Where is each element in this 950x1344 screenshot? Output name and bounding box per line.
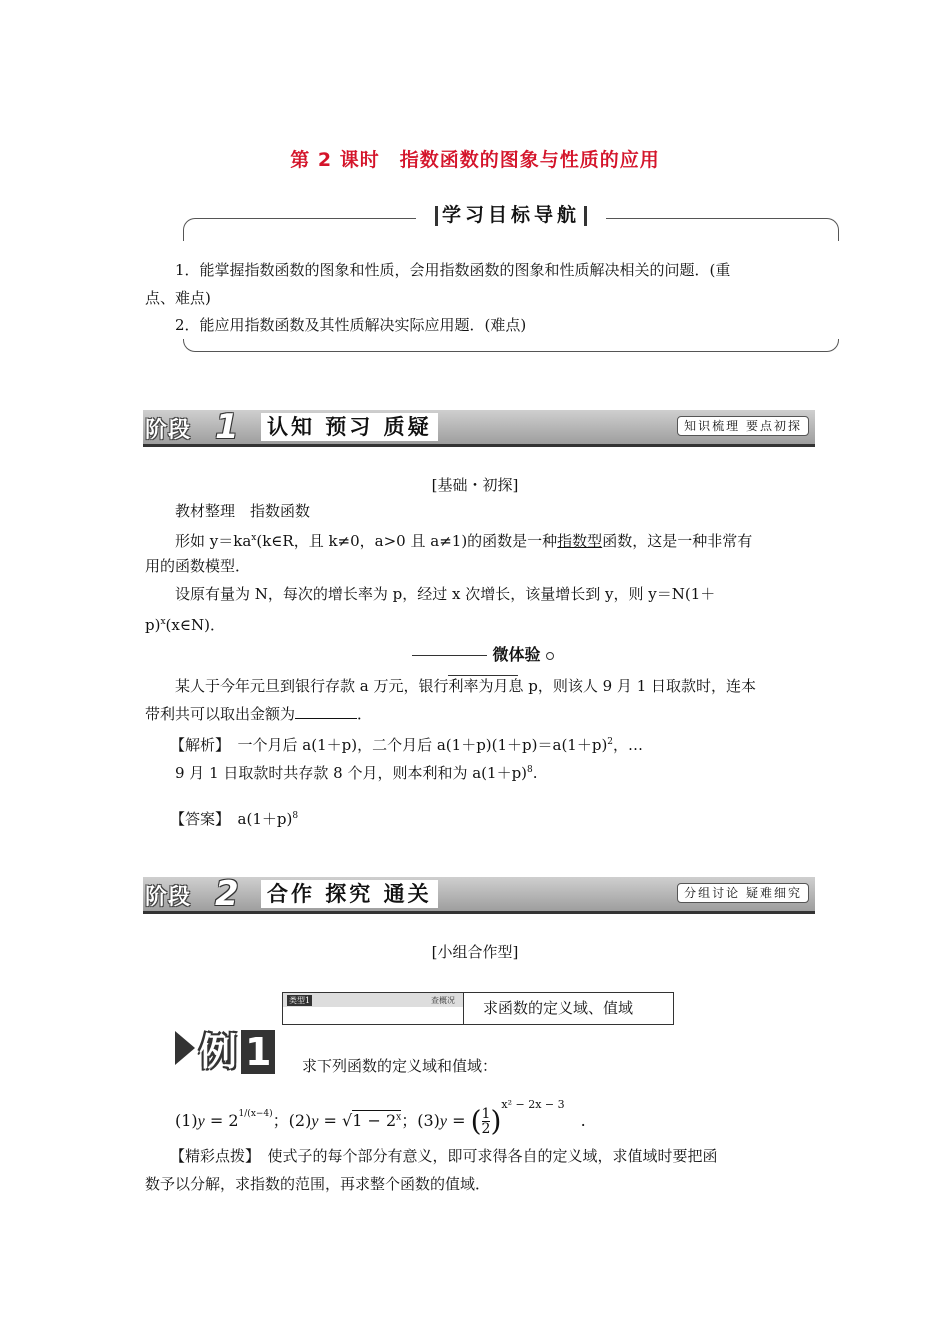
stage1-banner bbox=[143, 407, 815, 447]
answer-text: a(1＋p) bbox=[237, 810, 293, 828]
objective-1: 1．能掌握指数函数的图象和性质，会用指数函数的图象和性质解决相关的问题．(重 bbox=[175, 261, 731, 279]
example-formula: $(1)y = 2^{1/(x-4)}$；$(2)y = √1 - 2^x$；(3)y = ( $\frac{1}{2}$ )$^{x^2 - 2x - 3}$ . bbox=[175, 1098, 586, 1138]
analysis-tail: ，… bbox=[613, 736, 644, 754]
example-number: 1 bbox=[241, 1030, 275, 1074]
stage1-name: 认知 预习 质疑 bbox=[261, 413, 438, 441]
stage2-name: 合作 探究 通关 bbox=[261, 880, 438, 908]
analysis-2: 9 月 1 日取款时共存款 8 个月，则本利和为 $a(1+p)^8$. bbox=[175, 764, 538, 782]
stage2-tag: 分组讨论 疑难细究 bbox=[677, 883, 809, 903]
p2-c: (x∈N)． bbox=[165, 616, 225, 634]
stage2-number: 2 bbox=[215, 874, 239, 914]
q-b: 带利共可以取出金额为 bbox=[145, 705, 296, 723]
paragraph-2: 设原有量为 N，每次的增长率为 p，经过 x 次增长，该量增长到 y，则 y＝N(1＋ bbox=[175, 585, 716, 603]
p1-a: 形如 y＝ka bbox=[175, 532, 252, 550]
q-c: ． bbox=[357, 705, 373, 723]
question: 某人于今年元旦到银行存款 a 万元，银行利率为月息 p，则该人 9 月 1 日取款时，连本 bbox=[175, 677, 757, 695]
type-box bbox=[282, 992, 674, 1025]
stage1-tag: 知识梳理 要点初探 bbox=[677, 416, 809, 436]
mini-heading-text: 微体验 bbox=[492, 645, 541, 664]
objective-1-cont: 点、难点) bbox=[145, 289, 211, 307]
type-tag: 查概况 bbox=[431, 996, 455, 1005]
example-text: 求下列函数的定义域和值域： bbox=[302, 1057, 498, 1075]
tip bbox=[170, 1142, 840, 1170]
analysis-text: 一个月后 a(1＋p)，二个月后 a(1＋p)(1＋p)＝a(1＋p) bbox=[237, 736, 608, 754]
type-title: 求函数的定义域、值域 bbox=[483, 999, 634, 1017]
answer-blank bbox=[295, 704, 357, 719]
tip-text: 使式子的每个部分有意义，即可求得各自的定义域，求值域时要把函 bbox=[267, 1147, 718, 1165]
objectives-heading bbox=[416, 202, 606, 228]
p2-b: p) bbox=[145, 616, 161, 634]
paragraph-2-cont: p)$^x$(x∈N)． bbox=[145, 616, 225, 634]
objectives-heading-text: 学习目标导航 bbox=[441, 204, 580, 226]
stage2-banner bbox=[143, 874, 815, 914]
arrow-icon bbox=[175, 1031, 195, 1065]
paragraph-1-cont: 用的函数模型． bbox=[145, 557, 251, 575]
material-heading: 教材整理 指数函数 bbox=[175, 502, 311, 520]
question-cont bbox=[145, 700, 815, 728]
stage2-label: 阶段 bbox=[145, 885, 192, 910]
page-title: 第 2 课时 指数函数的图象与性质的应用 bbox=[290, 149, 660, 171]
p1-b: (k∈R，且 k≠0，a>0 且 a≠1)的函数是一种 bbox=[256, 532, 558, 550]
stage1-label: 阶段 bbox=[145, 418, 192, 443]
stage1-number: 1 bbox=[215, 407, 239, 447]
analysis: 【解析】 一个月后 a(1＋p)，二个月后 $a(1+p)(1+p)=a(1+p)^2$，… bbox=[170, 736, 644, 754]
example-label: 例 bbox=[199, 1030, 238, 1074]
answer-label: 【答案】 bbox=[170, 810, 223, 828]
stage2-subheading: [小组合作型] bbox=[431, 943, 519, 961]
analysis-2-text: 9 月 1 日取款时共存款 8 个月，则本利和为 a(1＋p) bbox=[175, 764, 528, 782]
type-label: 类型1 bbox=[289, 996, 311, 1005]
objective-2: 2．能应用指数函数及其性质解决实际应用题．(难点) bbox=[175, 316, 527, 334]
p1-c: 函数，这是一种非常有 bbox=[602, 532, 753, 550]
answer: 【答案】 $a(1+p)^8$ bbox=[170, 810, 299, 828]
stage1-subheading: [基础・初探] bbox=[431, 476, 519, 494]
tip-cont: 数予以分解，求指数的范围，再求整个函数的值域． bbox=[145, 1175, 491, 1193]
analysis-label: 【解析】 bbox=[170, 736, 223, 754]
tip-label: 【精彩点拨】 bbox=[170, 1147, 253, 1165]
example-badge bbox=[175, 1025, 285, 1074]
paragraph-1: 形如 $y=ka^x(k\in R$，且 k≠0，a>0 且 a≠1)的函数是一种指数型函数，这是一种非常有 bbox=[175, 532, 753, 550]
p1-underline: 指数型 bbox=[557, 532, 603, 550]
